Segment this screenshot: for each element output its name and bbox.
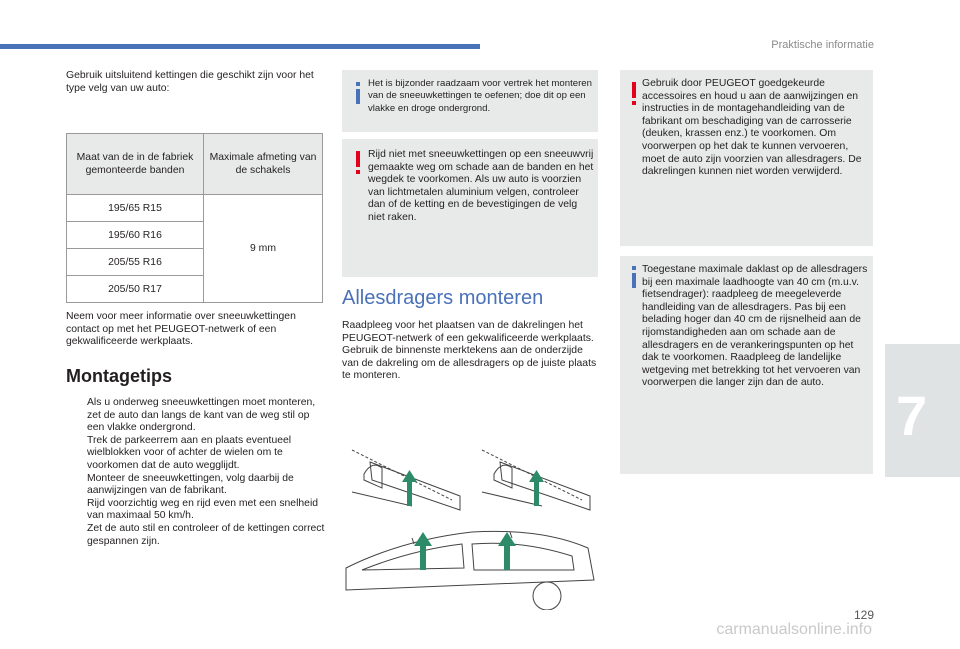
- table-cell-link-size: 9 mm: [204, 195, 323, 303]
- table-cell-tire-size: 205/55 R16: [67, 249, 204, 276]
- warning-icon: [352, 151, 364, 175]
- warning-box-chains: [342, 139, 598, 277]
- list-item: Rijd voorzichtig weg en rijd even met een snelheid van maximaal 50 km/h.: [87, 497, 319, 522]
- list-item: Monteer de sneeuwkettingen, volg daarbij de aanwijzingen van de fabrikant.: [87, 472, 294, 497]
- table-cell-tire-size: 195/60 R16: [67, 222, 204, 249]
- allesdragers-heading: Allesdragers monteren: [342, 287, 544, 309]
- info-icon: [626, 266, 642, 288]
- table-header-link-size: Maximale afmeting van de schakels: [204, 134, 323, 195]
- info-box-roof-load: [620, 256, 873, 474]
- info-box-text: Toegestane maximale daklast op de allesdragers bij een maximale laadhoogte van 40 cm (m.u.v. fietsendrager): raadpleeg de meegeleverde handleiding van de allesdragers. Pas bij een belading hoger dan 40 cm de rijsnelheid aan de rijomstandigheden aan om schade aan de allesdragers en de verankeringspunten op het dak te voorkomen. Raadpleeg de landelijke wetgeving met betrekking tot het vervoeren van voorwerpen die langer zijn dan de auto.: [642, 264, 868, 389]
- warning-box-text: Gebruik door PEUGEOT goedgekeurde accessoires en houd u aan de aanwijzingen en instructies in de montagehandleiding van de fabrikant om beschadiging van de carrosserie (deuken, krassen enz.) te voorkomen. Om voorwerpen op het dak te kunnen vervoeren, moet de auto zijn voorzien van allesdragers. De dakrelingen kunnen niet worden verwijderd.: [642, 78, 862, 178]
- warning-icon: [628, 82, 640, 106]
- warning-box-text: Rijd niet met sneeuwkettingen op een sneeuwvrij gemaakte weg om schade aan de banden en het wegdek te voorkomen. Als uw auto is voorzien van lichtmetalen aluminium velgen, controleer dan of de ketting en de bevestigingen de velg niet raken.: [368, 149, 594, 223]
- chain-size-table: [66, 133, 323, 303]
- list-item: Zet de auto stil en controleer of de kettingen correct gespannen zijn.: [87, 522, 325, 547]
- list-item: Als u onderweg sneeuwkettingen moet monteren, zet de auto dan langs de kant van de weg stil op een vlakke ondergrond.: [87, 397, 316, 434]
- more-info-text: Neem voor meer informatie over sneeuwkettingen contact op met het PEUGEOT-netwerk of een gekwalificeerde werkplaats.: [66, 311, 296, 348]
- montagetips-list: [66, 397, 328, 548]
- table-cell-tire-size: 205/50 R17: [67, 276, 204, 303]
- page-number: 129: [853, 608, 874, 622]
- roof-bar-illustration: [342, 440, 600, 610]
- info-box-practice: [342, 70, 598, 132]
- allesdragers-text: Raadpleeg voor het plaatsen van de dakrelingen het PEUGEOT-netwerk of een gekwalificeerde werkplaats. Gebruik de binnenste merktekens aan de onderzijde van de dakreling om de allesdragers op de juiste plaats te monteren.: [342, 320, 597, 382]
- watermark-text: carmanualsonline.info: [716, 621, 872, 638]
- info-icon: [350, 82, 366, 104]
- table-header-tire-size: Maat van de in de fabriek gemonteerde banden: [67, 134, 204, 195]
- section-title: Praktische informatie: [771, 39, 874, 51]
- info-box-text: Het is bijzonder raadzaam voor vertrek het monteren van de sneeuwkettingen te oefenen; doe dit op een vlakke en droge ondergrond.: [368, 78, 592, 114]
- chapter-number: 7: [896, 384, 928, 447]
- list-item: Trek de parkeerrem aan en plaats eventueel wielblokken voor of achter de wielen om te voorkomen dat de auto wegglijdt.: [87, 434, 292, 471]
- montagetips-heading: Montagetips: [66, 366, 172, 386]
- header-accent-bar: [0, 44, 480, 49]
- intro-text: Gebruik uitsluitend kettingen die geschikt zijn voor het type velg van uw auto:: [66, 70, 314, 94]
- warning-box-accessories: [620, 70, 873, 246]
- table-cell-tire-size: 195/65 R15: [67, 195, 204, 222]
